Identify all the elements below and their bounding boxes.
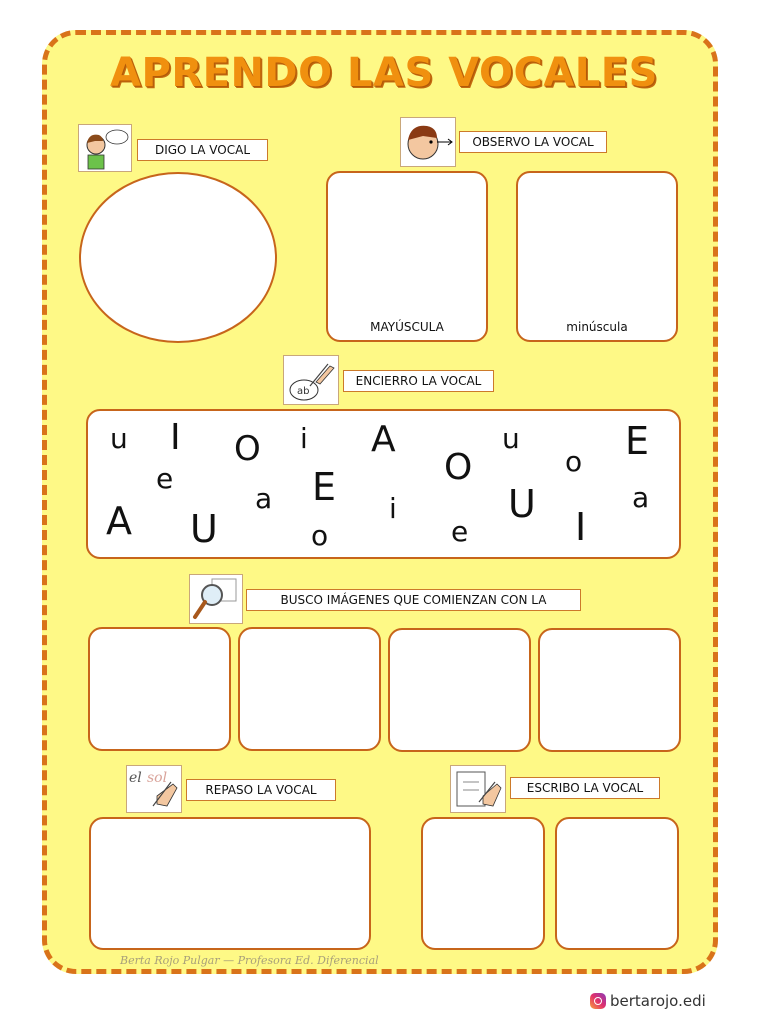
write-box-1[interactable]	[421, 817, 545, 950]
speaking-person-icon	[78, 124, 132, 172]
svg-text:sol: sol	[147, 770, 168, 786]
image-box-4[interactable]	[538, 628, 681, 752]
vowel-letter[interactable]: O	[234, 429, 261, 469]
vowel-letter[interactable]: E	[312, 465, 337, 509]
write-vowel-label: ESCRIBO LA VOCAL	[510, 777, 660, 799]
page-title: APRENDO LAS VOCALES	[110, 50, 658, 96]
uppercase-box[interactable]	[326, 171, 488, 342]
lowercase-box[interactable]	[516, 171, 678, 342]
search-images-label: BUSCO IMÁGENES QUE COMIENZAN CON LA	[246, 589, 581, 611]
say-vowel-circle[interactable]	[79, 172, 277, 343]
write-box-2[interactable]	[555, 817, 679, 950]
vowel-letter[interactable]: u	[502, 422, 520, 455]
author-credit: Berta Rojo Pulgar — Profesora Ed. Diferencial	[120, 954, 379, 967]
vowel-letter[interactable]: o	[311, 519, 329, 552]
vowel-letter[interactable]: u	[110, 422, 128, 455]
vowel-letter[interactable]: i	[389, 492, 397, 525]
observe-vowel-label: OBSERVO LA VOCAL	[459, 131, 607, 153]
vowel-letter[interactable]: A	[106, 499, 132, 543]
lowercase-caption: minúscula	[566, 320, 628, 334]
trace-vowel-label: REPASO LA VOCAL	[186, 779, 336, 801]
say-vowel-label: DIGO LA VOCAL	[137, 139, 268, 161]
social-handle-text: bertarojo.edi	[610, 992, 706, 1010]
vowel-letter[interactable]: E	[625, 419, 650, 463]
svg-text:ab: ab	[297, 386, 310, 397]
writing-hand-icon	[450, 765, 506, 813]
social-handle[interactable]	[590, 992, 706, 1010]
vowel-letter[interactable]: o	[565, 445, 583, 478]
vowel-letter[interactable]: a	[632, 481, 650, 514]
tracing-hand-icon	[126, 765, 182, 813]
vowel-letter[interactable]: a	[255, 482, 273, 515]
image-box-3[interactable]	[388, 628, 531, 752]
circling-hand-icon	[283, 355, 339, 405]
vowel-letter[interactable]: U	[508, 482, 536, 526]
circle-vowel-label: ENCIERRO LA VOCAL	[343, 370, 494, 392]
instagram-icon	[590, 993, 606, 1009]
image-box-2[interactable]	[238, 627, 381, 751]
vowel-letter[interactable]: I	[575, 505, 587, 549]
image-box-1[interactable]	[88, 627, 231, 751]
vowel-letter[interactable]: e	[451, 515, 469, 548]
svg-text:el: el	[129, 770, 142, 786]
vowel-letter[interactable]: i	[300, 422, 308, 455]
magnifying-glass-icon	[189, 574, 243, 624]
vowel-letter[interactable]: I	[170, 417, 181, 458]
vowel-letter[interactable]: O	[444, 447, 473, 488]
trace-box[interactable]	[89, 817, 371, 950]
uppercase-caption: MAYÚSCULA	[370, 320, 444, 334]
vowel-letter[interactable]: A	[371, 419, 396, 460]
vowel-letter[interactable]: e	[156, 462, 174, 495]
vowel-letter[interactable]: U	[190, 507, 218, 551]
observing-face-icon	[400, 117, 456, 167]
